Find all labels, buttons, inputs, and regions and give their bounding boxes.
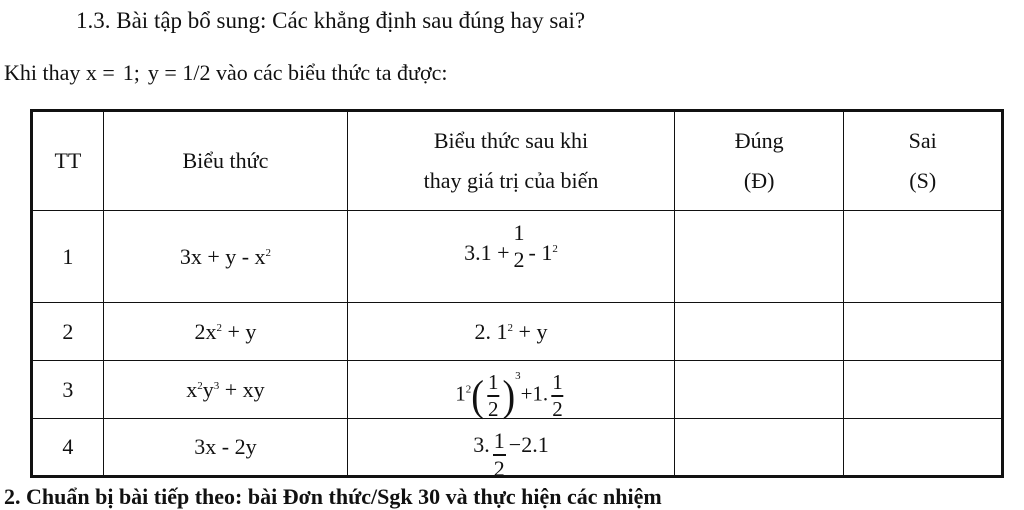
table-row — [32, 303, 1003, 361]
answer-true-cell[interactable] — [674, 419, 844, 477]
header-true-line1: Đúng — [734, 128, 784, 154]
fraction: 1 2 — [513, 220, 525, 272]
answer-true-cell[interactable] — [674, 361, 844, 419]
fraction: $\frac{1}{2}$ — [487, 370, 499, 421]
next-assignment-text: 2. Chuẩn bị bài tiếp theo: bài Đơn thức/Sgk 30 và thực hiện các nhiệm — [4, 484, 662, 509]
row-substituted-expression: 3.1 + 1 2 - $1^2$ — [348, 211, 675, 303]
header-true-line2: (Đ) — [743, 168, 775, 193]
header-false-line2: (S) — [909, 168, 937, 193]
power-fraction-expression: $1^2$( $\frac{1}{2}$ )$^3$+1. $\frac{1}{2}$ — [455, 369, 563, 421]
intro-y-part: y = 1/2 vào các biểu thức ta được: — [147, 60, 448, 85]
header-after-line2: thay giá trị của biến — [423, 168, 599, 193]
header-tt: TT — [32, 111, 104, 211]
header-after-line1: Biểu thức sau khi — [433, 128, 589, 154]
row-expression: 3x - 2y — [103, 419, 347, 477]
row-number: 2 — [32, 303, 104, 361]
fraction: $\frac{1}{2}$ — [493, 428, 505, 481]
answer-true-cell[interactable] — [674, 211, 844, 303]
header-after-substitution — [348, 111, 675, 211]
answer-false-cell[interactable] — [844, 419, 1003, 477]
table-row — [32, 419, 1003, 477]
table-row — [32, 361, 1003, 419]
intro-x-value: 1; — [122, 60, 140, 85]
answer-false-cell[interactable] — [844, 303, 1003, 361]
row-substituted-expression — [348, 361, 675, 419]
row-expression: $x^2y^3$ + xy — [103, 361, 347, 419]
answer-false-cell[interactable] — [844, 361, 1003, 419]
true-false-table — [30, 109, 1004, 481]
intro-text — [4, 60, 448, 86]
row-substituted-expression: 3. $\frac{1}{2}$ −2.1 — [348, 419, 675, 477]
answer-false-cell[interactable] — [844, 211, 1003, 303]
row-expression: $3x + y - x^2$ — [103, 211, 347, 303]
row-number: 1 — [32, 211, 104, 303]
table-row — [32, 211, 1003, 303]
row-number: 3 — [32, 361, 104, 419]
header-false — [844, 111, 1003, 211]
row-number: 4 — [32, 419, 104, 477]
fraction: $\frac{1}{2}$ — [552, 370, 563, 421]
row-substituted-expression: 2. $1^2 + y$ — [348, 303, 675, 361]
header-true — [674, 111, 844, 211]
exercise-heading: 1.3. Bài tập bổ sung: Các khẳng định sau đúng hay sai? — [76, 8, 586, 33]
header-expression: Biểu thức — [103, 111, 347, 211]
header-false-line1: Sai — [908, 128, 937, 154]
answer-true-cell[interactable] — [674, 303, 844, 361]
table-header-row — [32, 111, 1003, 211]
intro-prefix: Khi thay x = — [4, 60, 115, 85]
row-expression: $2x^2 + y$ — [103, 303, 347, 361]
